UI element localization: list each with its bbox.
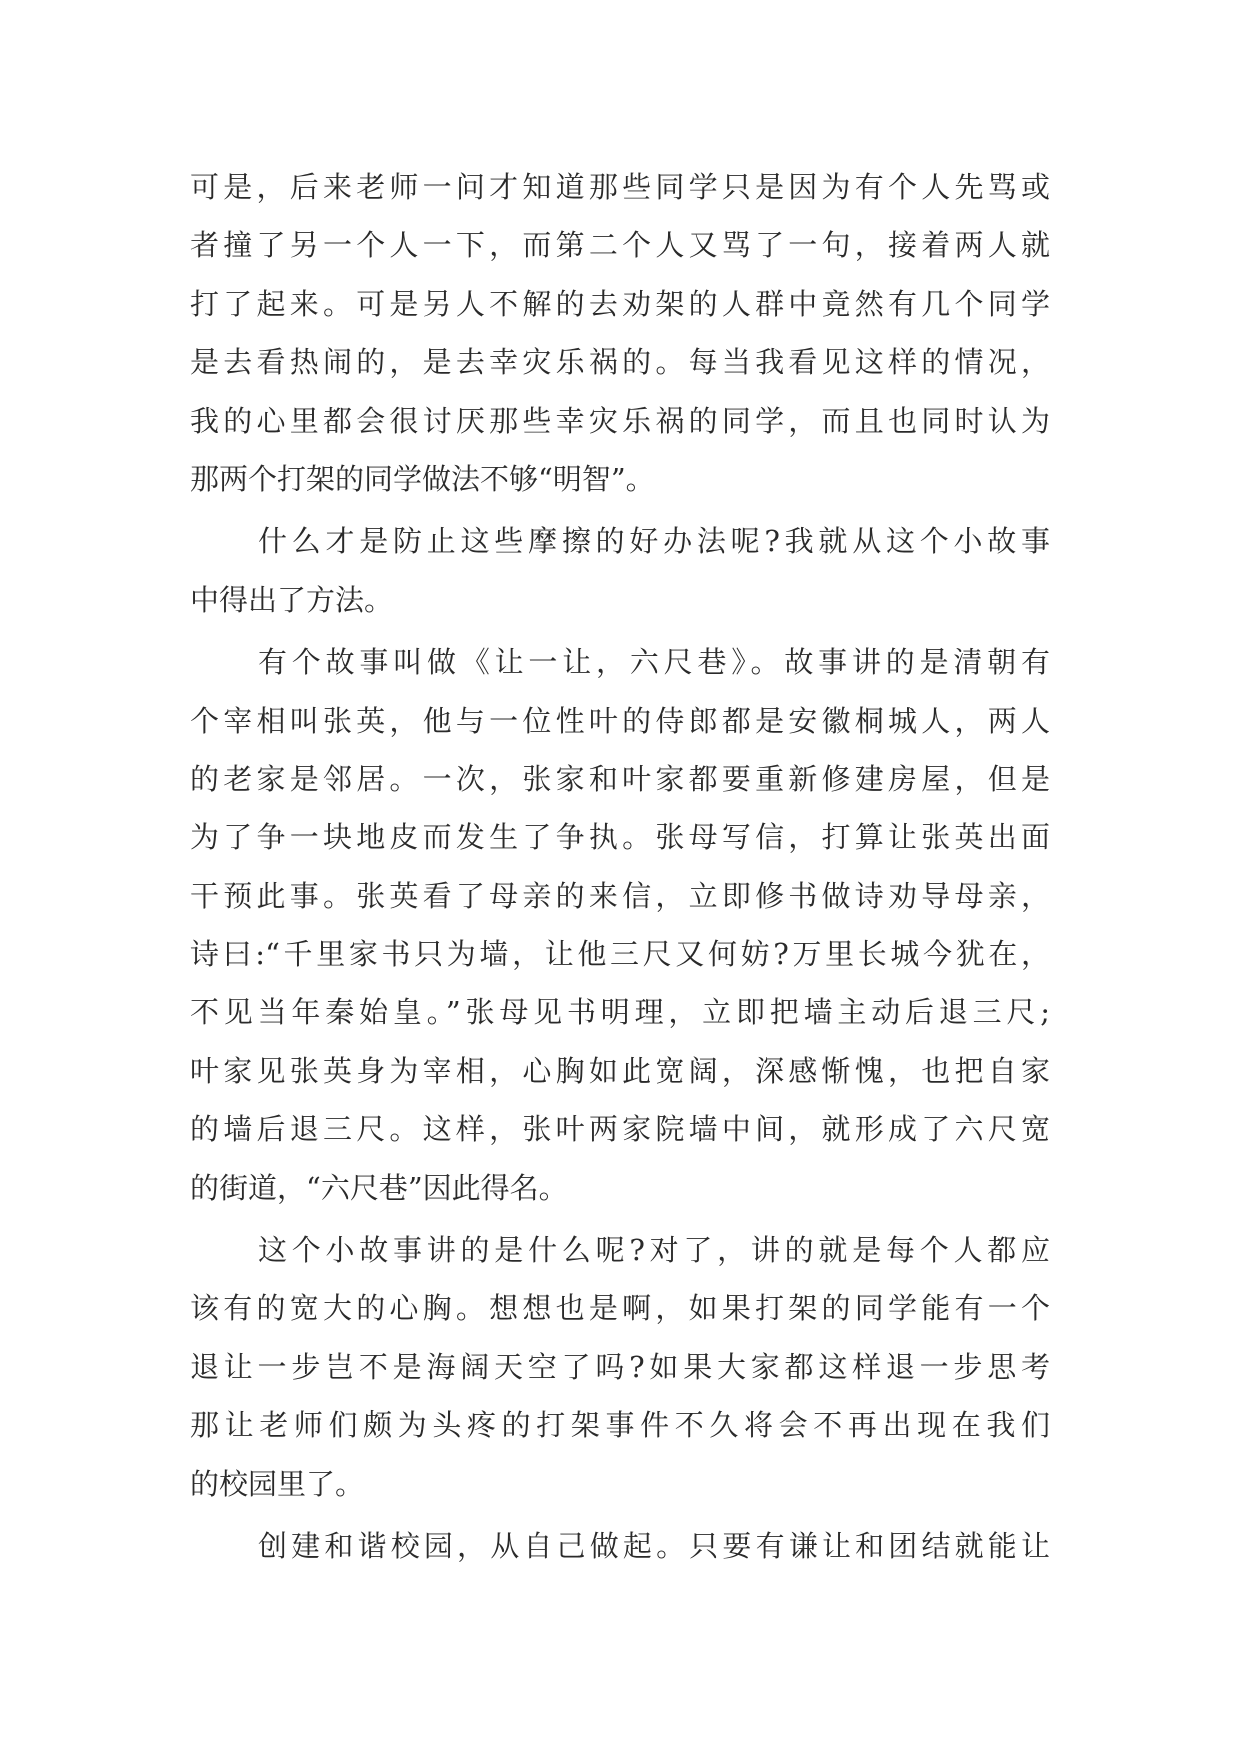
paragraph: [190, 633, 1050, 1217]
text-line: 有个故事叫做《让一让，六尺巷》。故事讲的是清朝有: [258, 645, 1050, 680]
paragraph: [190, 158, 1050, 508]
paragraph: [190, 1517, 1050, 1575]
document-body: [190, 158, 1050, 1575]
text-line: 可是，后来老师一问才知道那些同学只是因为有个人先骂或: [190, 170, 1050, 204]
paragraph: [190, 512, 1050, 629]
paragraph: [190, 1221, 1050, 1513]
text-line: 我的心里都会很讨厌那些幸灾乐祸的同学，而且也同时认为: [190, 403, 1050, 438]
text-line: 是去看热闹的，是去幸灾乐祸的。每当我看见这样的情况，: [190, 345, 1050, 380]
text-line: 者撞了另一个人一下，而第二个人又骂了一句，接着两人就: [190, 228, 1050, 263]
text-line: 的街道，“六尺巷”因此得名。: [190, 1170, 568, 1205]
text-line: 的老家是邻居。一次，张家和叶家都要重新修建房屋，但是: [190, 761, 1050, 796]
text-line: 打了起来。可是另人不解的去劝架的人群中竟然有几个同学: [190, 286, 1050, 321]
text-line: 干预此事。张英看了母亲的来信，立即修书做诗劝导母亲，: [190, 878, 1050, 913]
text-line: 的校园里了。: [190, 1466, 365, 1501]
text-line: 退让一步岂不是海阔天空了吗?如果大家都这样退一步思考: [190, 1349, 1050, 1384]
text-line: 什么才是防止这些摩擦的好办法呢?我就从这个小故事: [258, 524, 1050, 559]
text-line: 叶家见张英身为宰相，心胸如此宽阔，深感惭愧，也把自家: [190, 1053, 1050, 1088]
text-line: 的墙后退三尺。这样，张叶两家院墙中间，就形成了六尺宽: [190, 1112, 1050, 1147]
text-line: 不见当年秦始皇。”张母见书明理，立即把墙主动后退三尺;: [190, 995, 1050, 1030]
text-line: 为了争一块地皮而发生了争执。张母写信，打算让张英出面: [190, 820, 1050, 855]
text-line: 那两个打架的同学做法不够“明智”。: [190, 461, 655, 496]
text-line: 个宰相叫张英，他与一位性叶的侍郎都是安徽桐城人，两人: [190, 703, 1050, 738]
text-line: 这个小故事讲的是什么呢?对了，讲的就是每个人都应: [258, 1233, 1050, 1268]
text-line: 那让老师们颇为头疼的打架事件不久将会不再出现在我们: [190, 1408, 1050, 1443]
text-line: 诗曰:“千里家书只为墙，让他三尺又何妨?万里长城今犹在，: [190, 937, 1050, 972]
text-line: 创建和谐校园，从自己做起。只要有谦让和团结就能让: [258, 1528, 1050, 1563]
text-line: 中得出了方法。: [190, 582, 394, 617]
text-line: 该有的宽大的心胸。想想也是啊，如果打架的同学能有一个: [190, 1291, 1050, 1326]
